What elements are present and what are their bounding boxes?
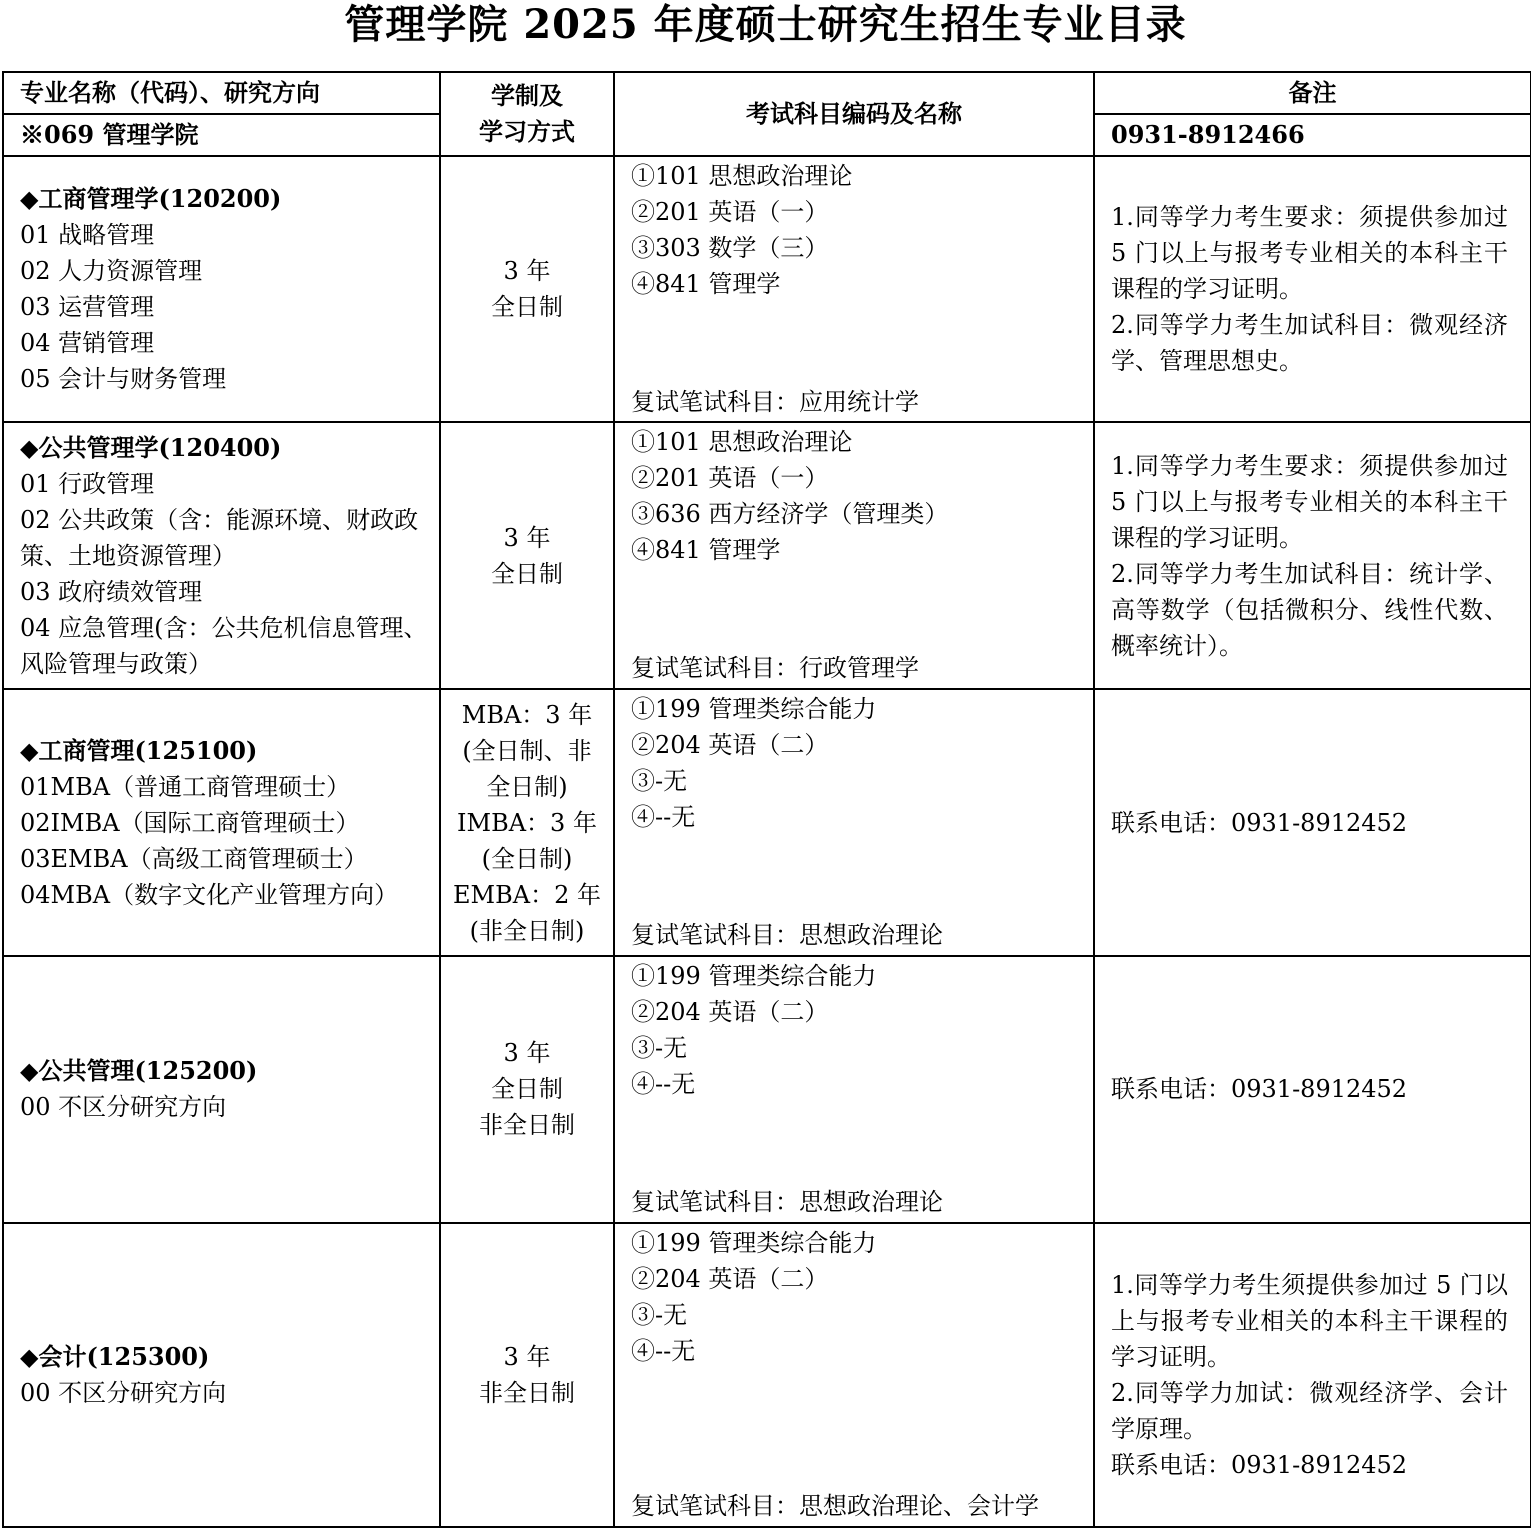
exam-subject: ③-无 bbox=[631, 1300, 688, 1329]
study-cell: MBA：3 年 (全日制、非 全日制) IMBA：3 年 (全日制) EMBA：2 年 (非全日制) bbox=[440, 689, 614, 956]
exam-subject: ②201 英语（一） bbox=[631, 197, 829, 226]
exam-subject: ③303 数学（三） bbox=[631, 233, 829, 262]
major-name: ◆公共管理学(120400) bbox=[20, 432, 282, 462]
retest-subject: 复试笔试科目：应用统计学 bbox=[631, 387, 919, 416]
major-name: ◆会计(125300) bbox=[20, 1341, 210, 1371]
retest-subject: 复试笔试科目：思想政治理论、会计学 bbox=[631, 1491, 1039, 1520]
notes-cell bbox=[1094, 956, 1531, 1223]
table-row bbox=[3, 689, 1531, 956]
note-item: 2.同等学力考生加试科目：微观经济学、管理思想史。 bbox=[1111, 310, 1508, 375]
direction-item: 00 不区分研究方向 bbox=[20, 1093, 227, 1122]
direction-item: 04 应急管理(含：公共危机信息管理、风险管理与政策） bbox=[20, 613, 428, 678]
direction-item: 01 战略管理 bbox=[20, 220, 155, 249]
exam-cell bbox=[614, 956, 1094, 1223]
contact-phone: 联系电话：0931-8912452 bbox=[1111, 1075, 1408, 1104]
direction-item: 01MBA（普通工商管理硕士） bbox=[20, 772, 351, 801]
exam-subject: ②204 英语（二） bbox=[631, 731, 829, 760]
study-cell: 3 年 全日制 bbox=[440, 156, 614, 423]
major-name: ◆公共管理(125200) bbox=[20, 1056, 258, 1086]
exam-cell bbox=[614, 156, 1094, 423]
catalog-table bbox=[2, 71, 1531, 1528]
study-cell: 3 年 全日制 非全日制 bbox=[440, 956, 614, 1223]
study-cell: 3 年 非全日制 bbox=[440, 1223, 614, 1527]
exam-subject: ①101 思想政治理论 bbox=[631, 428, 853, 457]
exam-subject: ③-无 bbox=[631, 767, 688, 796]
header-major: 专业名称（代码）、研究方向 bbox=[3, 72, 440, 114]
contact-phone: 联系电话：0931-8912452 bbox=[1111, 1450, 1408, 1479]
note-item: 1.同等学力考生要求：须提供参加过 5 门以上与报考专业相关的本科主干课程的学习证明。 bbox=[1111, 202, 1508, 303]
exam-subject: ④--无 bbox=[631, 803, 696, 832]
exam-subject: ③636 西方经济学（管理类） bbox=[631, 500, 949, 529]
header-school: ※069 管理学院 bbox=[3, 114, 440, 155]
exam-subject: ④841 管理学 bbox=[631, 536, 781, 565]
exam-subject: ④841 管理学 bbox=[631, 269, 781, 298]
table-row bbox=[3, 422, 1531, 689]
exam-subject: ②204 英语（二） bbox=[631, 998, 829, 1027]
exam-subject: ③-无 bbox=[631, 1034, 688, 1063]
note-item: 2.同等学力考生加试科目：统计学、高等数学（包括微积分、线性代数、概率统计）。 bbox=[1111, 559, 1508, 660]
major-name: ◆工商管理学(120200) bbox=[20, 183, 282, 213]
header-notes: 备注 bbox=[1094, 72, 1531, 114]
direction-item: 02 公共政策（含：能源环境、财政政策、土地资源管理） bbox=[20, 505, 419, 570]
notes-cell bbox=[1094, 422, 1531, 689]
retest-subject: 复试笔试科目：行政管理学 bbox=[631, 654, 919, 683]
major-cell bbox=[3, 1223, 440, 1527]
major-name: ◆工商管理(125100) bbox=[20, 735, 258, 765]
exam-subject: ②201 英语（一） bbox=[631, 464, 829, 493]
exam-subject: ①199 管理类综合能力 bbox=[631, 1228, 877, 1257]
direction-item: 02 人力资源管理 bbox=[20, 256, 203, 285]
exam-cell bbox=[614, 1223, 1094, 1527]
header-study: 学制及 学习方式 bbox=[440, 72, 614, 156]
direction-item: 05 会计与财务管理 bbox=[20, 364, 227, 393]
study-cell: 3 年 全日制 bbox=[440, 422, 614, 689]
notes-cell bbox=[1094, 689, 1531, 956]
direction-item: 02IMBA（国际工商管理硕士） bbox=[20, 808, 360, 837]
table-row bbox=[3, 156, 1531, 423]
exam-subject: ④--无 bbox=[631, 1336, 696, 1365]
header-exam: 考试科目编码及名称 bbox=[614, 72, 1094, 156]
notes-cell bbox=[1094, 1223, 1531, 1527]
contact-phone: 联系电话：0931-8912452 bbox=[1111, 808, 1408, 837]
direction-item: 01 行政管理 bbox=[20, 469, 155, 498]
retest-subject: 复试笔试科目：思想政治理论 bbox=[631, 1188, 943, 1217]
note-item: 1.同等学力考生要求：须提供参加过 5 门以上与报考专业相关的本科主干课程的学习证明。 bbox=[1111, 451, 1508, 552]
exam-cell bbox=[614, 689, 1094, 956]
direction-item: 00 不区分研究方向 bbox=[20, 1378, 227, 1407]
direction-item: 04 营销管理 bbox=[20, 328, 155, 357]
exam-subject: ①199 管理类综合能力 bbox=[631, 962, 877, 991]
header-phone: 0931-8912466 bbox=[1094, 114, 1531, 155]
exam-cell bbox=[614, 422, 1094, 689]
major-cell bbox=[3, 156, 440, 423]
note-item: 1.同等学力考生须提供参加过 5 门以上与报考专业相关的本科主干课程的学习证明。 bbox=[1111, 1270, 1508, 1371]
major-cell bbox=[3, 689, 440, 956]
exam-subject: ④--无 bbox=[631, 1070, 696, 1099]
direction-item: 03EMBA（高级工商管理硕士） bbox=[20, 844, 368, 873]
page-title: 管理学院 2025 年度硕士研究生招生专业目录 bbox=[344, 1, 1187, 48]
exam-subject: ②204 英语（二） bbox=[631, 1264, 829, 1293]
notes-cell bbox=[1094, 156, 1531, 423]
note-item: 2.同等学力加试：微观经济学、会计学原理。 bbox=[1111, 1378, 1508, 1443]
table-row bbox=[3, 956, 1531, 1223]
exam-subject: ①199 管理类综合能力 bbox=[631, 695, 877, 724]
exam-subject: ①101 思想政治理论 bbox=[631, 161, 853, 190]
direction-item: 04MBA（数字文化产业管理方向） bbox=[20, 880, 399, 909]
major-cell bbox=[3, 956, 440, 1223]
direction-item: 03 运营管理 bbox=[20, 292, 155, 321]
major-cell bbox=[3, 422, 440, 689]
table-row bbox=[3, 1223, 1531, 1527]
direction-item: 03 政府绩效管理 bbox=[20, 577, 203, 606]
retest-subject: 复试笔试科目：思想政治理论 bbox=[631, 921, 943, 950]
